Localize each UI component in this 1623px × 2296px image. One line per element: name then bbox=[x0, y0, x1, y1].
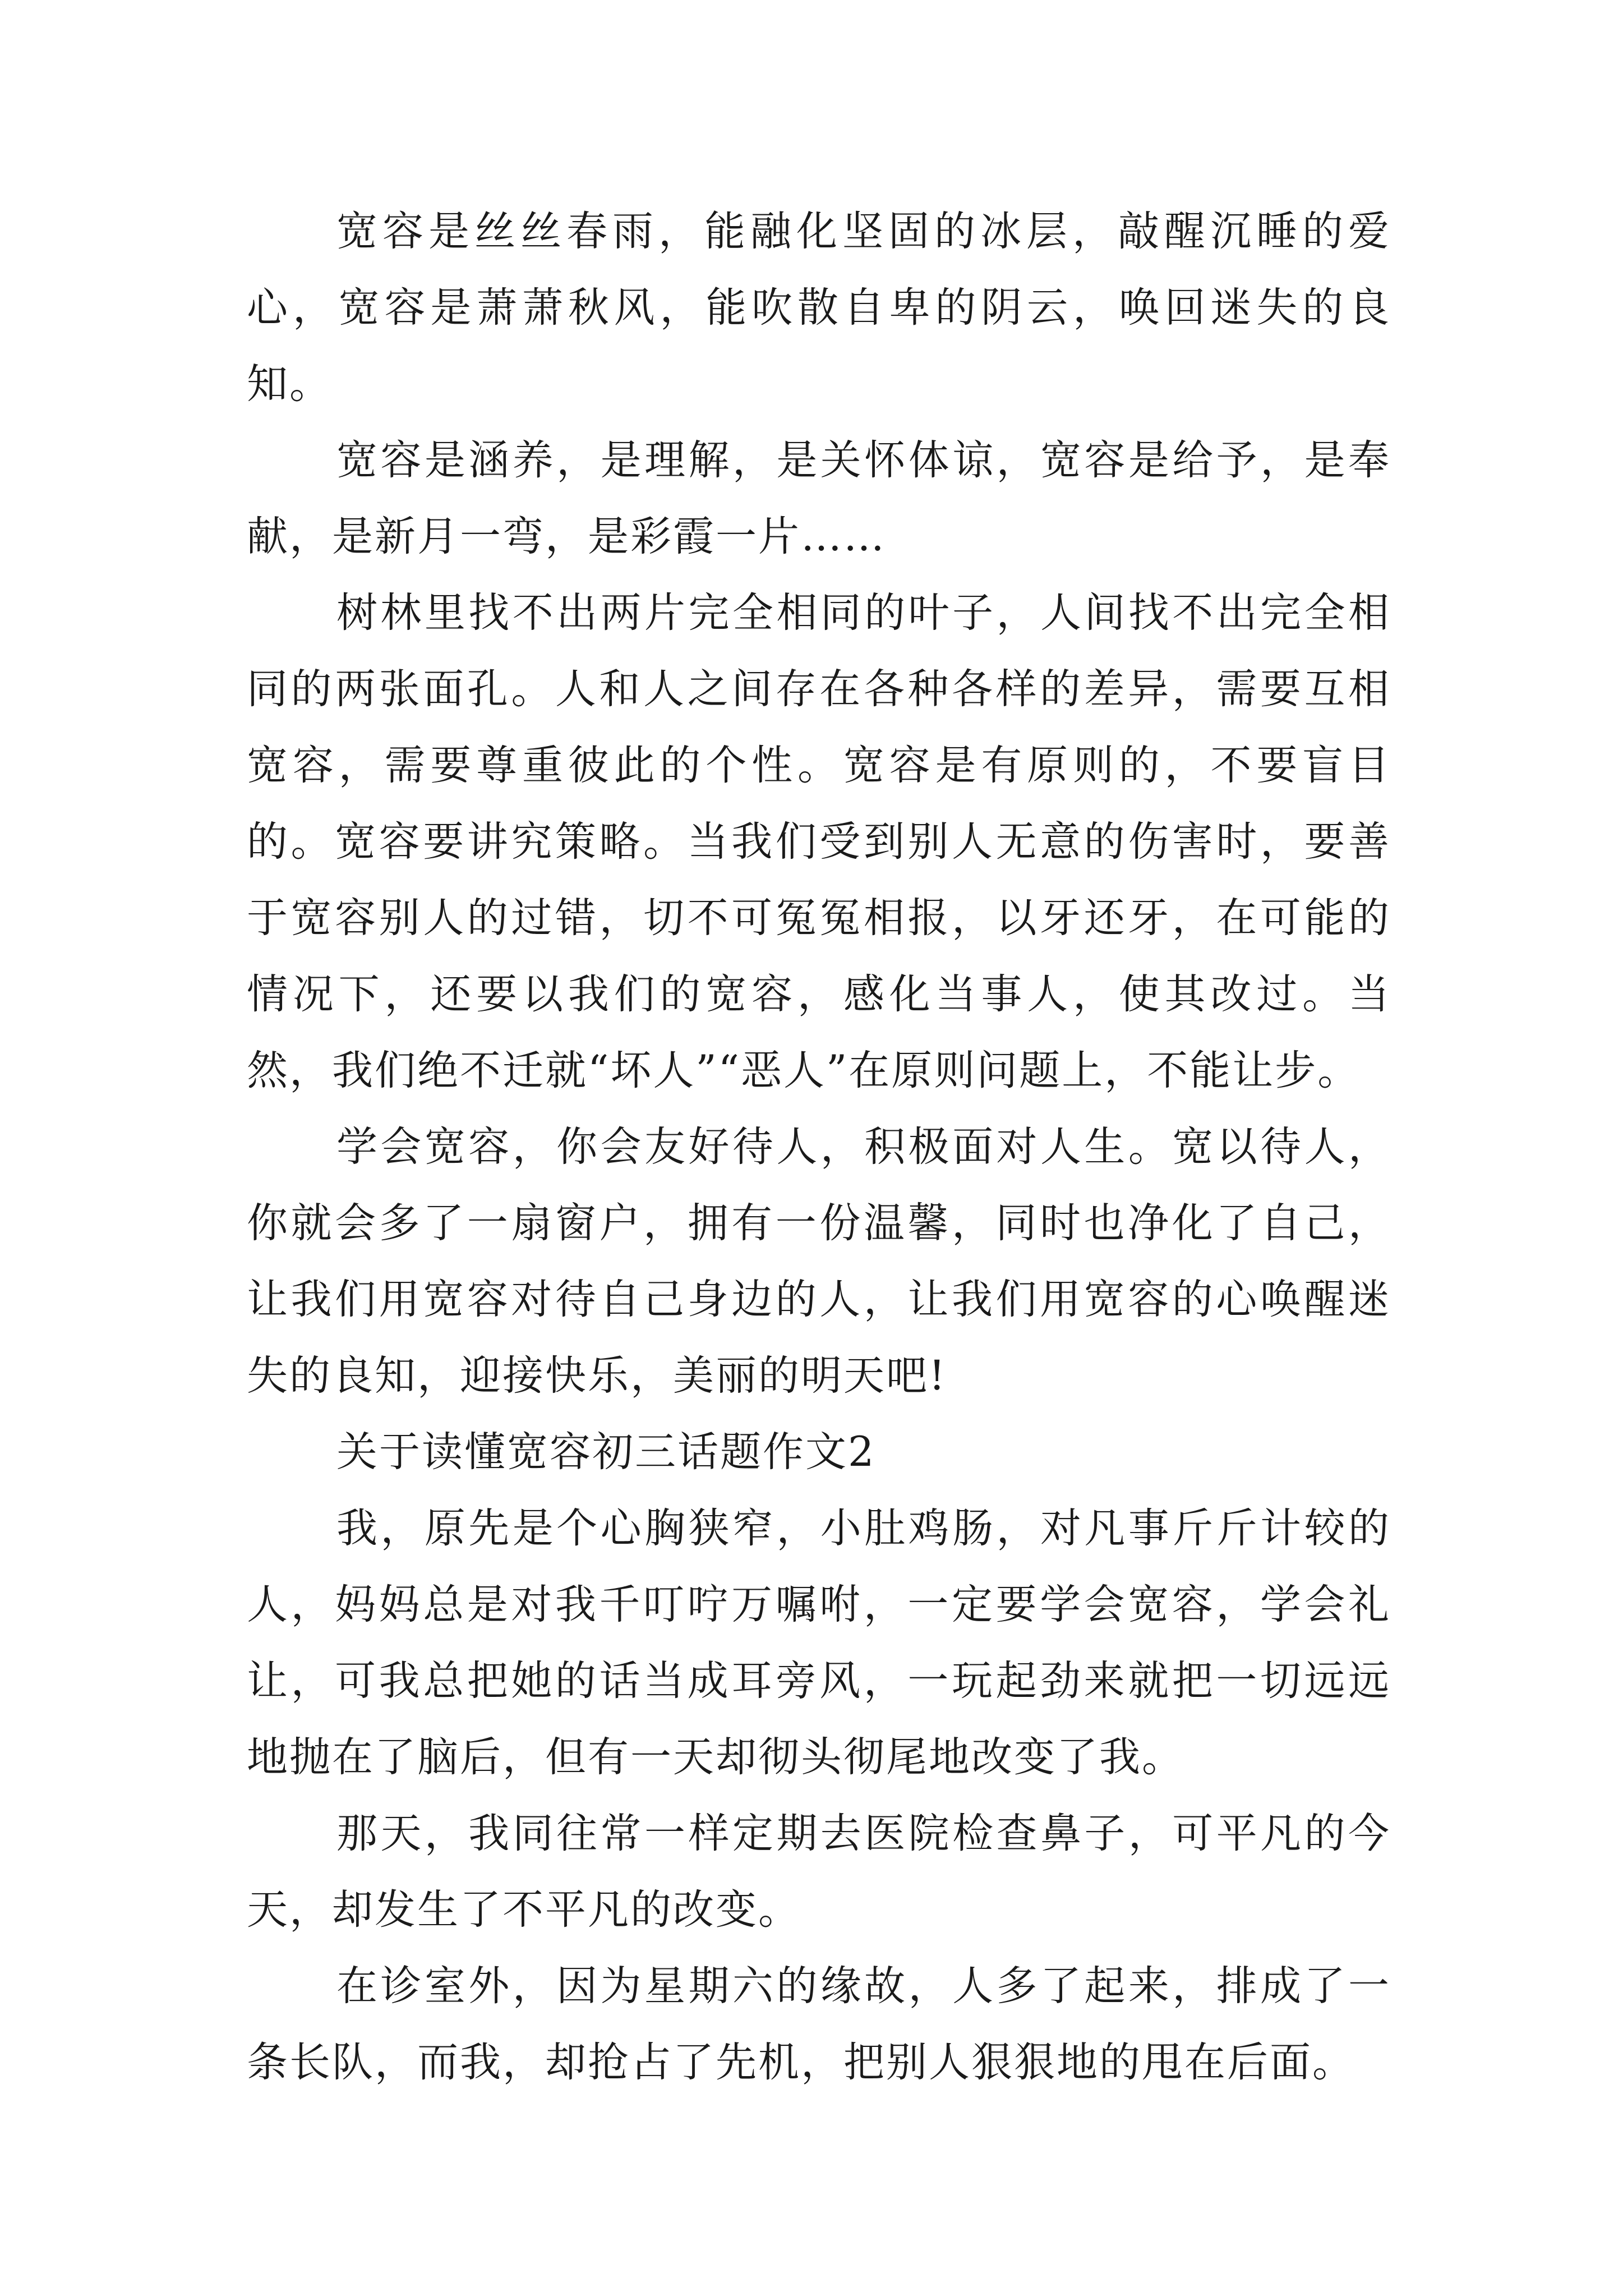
document-body bbox=[247, 194, 1391, 2101]
paragraph-2: 宽容是涵养，是理解，是关怀体谅，宽容是给予，是奉献，是新月一弯，是彩霞一片…… bbox=[247, 436, 1391, 560]
paragraph-4: 学会宽容，你会友好待人，积极面对人生。宽以待人，你就会多了一扇窗户，拥有一份温馨，同时也净化了自己，让我们用宽容对待自己身边的人，让我们用宽容的心唤醒迷失的良知，迎接快乐，美丽的明天吧! bbox=[247, 1123, 1391, 1400]
paragraph-3: 树林里找不出两片完全相同的叶子，人间找不出完全相同的两张面孔。人和人之间存在各种各样的差异，需要互相宽容，需要尊重彼此的个性。宽容是有原则的，不要盲目的。宽容要讲究策略。当我们受到别人无意的伤害时，要善于宽容别人的过错，切不可冤冤相报，以牙还牙，在可能的情况下，还要以我们的宽容，感化当事人，使其改过。当然，我们绝不迁就“坏人”“恶人”在原则问题上，不能让步。 bbox=[247, 589, 1391, 1094]
section-heading: 关于读懂宽容初三话题作文2 bbox=[336, 1428, 876, 1476]
paragraph-5: 我，原先是个心胸狭窄，小肚鸡肠，对凡事斤斤计较的人，妈妈总是对我千叮咛万嘱咐，一定要学会宽容，学会礼让，可我总把她的话当成耳旁风，一玩起劲来就把一切远远地抛在了脑后，但有一天却彻头彻尾地改变了我。 bbox=[247, 1504, 1391, 1781]
paragraph-1: 宽容是丝丝春雨，能融化坚固的冰层，敲醒沉睡的爱心，宽容是萧萧秋风，能吹散自卑的阴云，唤回迷失的良知。 bbox=[247, 208, 1391, 408]
paragraph-7: 在诊室外，因为星期六的缘故，人多了起来，排成了一条长队，而我，却抢占了先机，把别人狠狠地的甩在后面。 bbox=[247, 1962, 1391, 2086]
paragraph-6: 那天，我同往常一样定期去医院检查鼻子，可平凡的今天，却发生了不平凡的改变。 bbox=[247, 1810, 1391, 1934]
